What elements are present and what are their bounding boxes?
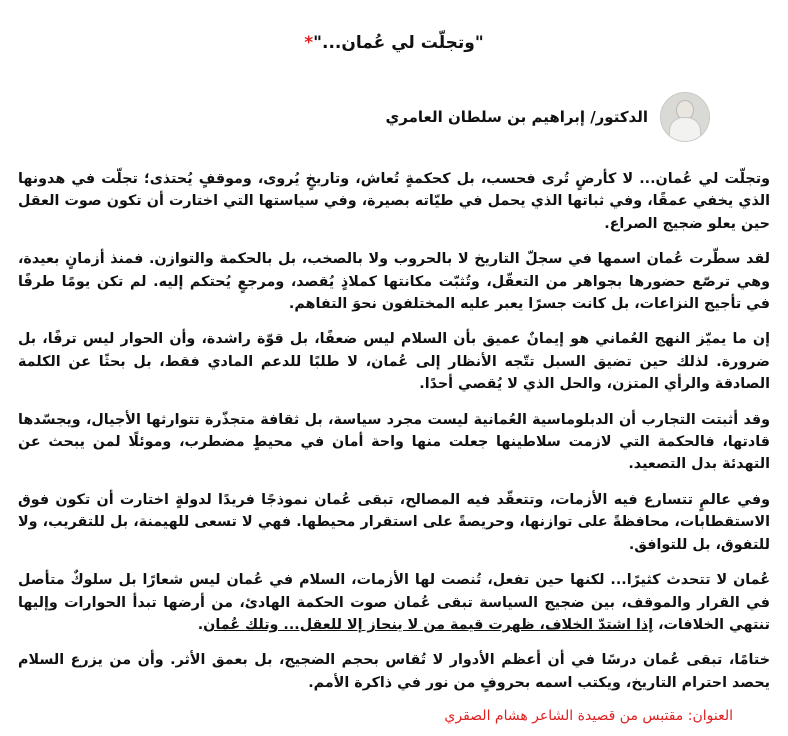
author-name: الدكتور/ إبراهيم بن سلطان العامري (385, 108, 648, 126)
paragraph-4: وقد أثبتت التجارب أن الدبلوماسية العُمانية ليست مجرد سياسة، بل ثقافة متجذّرة تتوارثها الأجيال، ويجسّدها قادتها، فالحكمة التي لازمت سلاطينها جعلت منها واحة أمان في محيطٍ مضطرب، وموئلًا لمن يبحث عن التهدئة بدل التصعيد. (18, 411, 770, 473)
paragraph-2: لقد سطّرت عُمان اسمها في سجلّ التاريخ لا بالحروب ولا بالصخب، بل بالحكمة والتوازن. فمنذ أزمانٍ بعيدة، وهي ترصّع حضورها بجواهر من التعقّل، وتُثبّت مكانتها كملاذٍ يُقصد، ومرجعٍ يُحتكم إليه. لم تكن يومًا طرفًا في تأجيج النزاعات، بل كانت جسرًا يعبر عليه المختلفون نحوَ التفاهم. (18, 251, 770, 313)
paragraph-6 (18, 569, 770, 636)
title-text: "وتجلّت لي عُمان..." (313, 33, 484, 53)
author-avatar (660, 92, 710, 142)
paragraph-6-text: عُمان لا تتحدث كثيرًا... لكنها حين تفعل، تُنصت لها الأزمات، السلام في عُمان ليس شعارًا بل سلوكٌ متأصل في القرار والموقف، بين ضجيج السياسة تبقى عُمان صوت الحكمة الهادئ، من أرضها تبدأ الحوارات وإليها تنتهي الخلافات، (18, 572, 770, 633)
author-byline (385, 92, 710, 142)
paragraph-6-end: . (197, 616, 204, 633)
article-body (18, 168, 770, 707)
title-footnote-marker: * (304, 33, 314, 53)
paragraph-7: ختامًا، تبقى عُمان درسًا في أن أعظم الأدوار لا تُقاس بحجم الضجيج، بل بعمق الأثر. وأن من يزرع السلام يحصد احترام التاريخ، ويكتب اسمه بحروفٍ من نور في ذاكرة الأمم. (18, 652, 770, 691)
title-footnote: العنوان: مقتبس من قصيدة الشاعر هشام الصقري (444, 708, 733, 724)
paragraph-6-underlined: إذا اشتدّ الخلاف، ظهرت قيمة من لا ينحاز إلا للعقل... وتلك عُمان (203, 616, 654, 633)
paragraph-5: وفي عالمٍ تتسارع فيه الأزمات، وتتعقّد فيه المصالح، تبقى عُمان نموذجًا فريدًا لدولةٍ اختارت أن تكون فوق الاستقطابات، محافظةً على توازنها، وحريصةً على استقرار محيطها. فهي لا تسعى للهيمنة، بل للتقريب، ولا للتفوق، بل للتوافق. (18, 491, 770, 553)
paragraph-1: وتجلّت لي عُمان... لا كأرضٍ تُرى فحسب، بل كحكمةٍ تُعاش، وتاريخٍ يُروى، وموقفٍ يُحتذى؛ تجلّت في هدونها الذي يخفي عمقًا، وفي ثباتها الذي يحمل في طيّاته بصيرة، وفي سياستها التي اختارت أن تكون صوت العقل حين يعلو ضجيج الصراع. (18, 171, 770, 232)
paragraph-3: إن ما يميّز النهج العُماني هو إيمانٌ عميق بأن السلام ليس ضعفًا، بل قوّة راشدة، وأن الحوار ليس ترفًا، بل ضرورة. لذلك حين تضيق السبل تتّجه الأنظار إلى عُمان، لا طلبًا للدعم المادي فقط، بل بحثًا عن الكلمة الصادقة والرأي المتزن، والحل الذي لا يُقصي أحدًا. (18, 331, 770, 393)
page-title (0, 32, 788, 54)
